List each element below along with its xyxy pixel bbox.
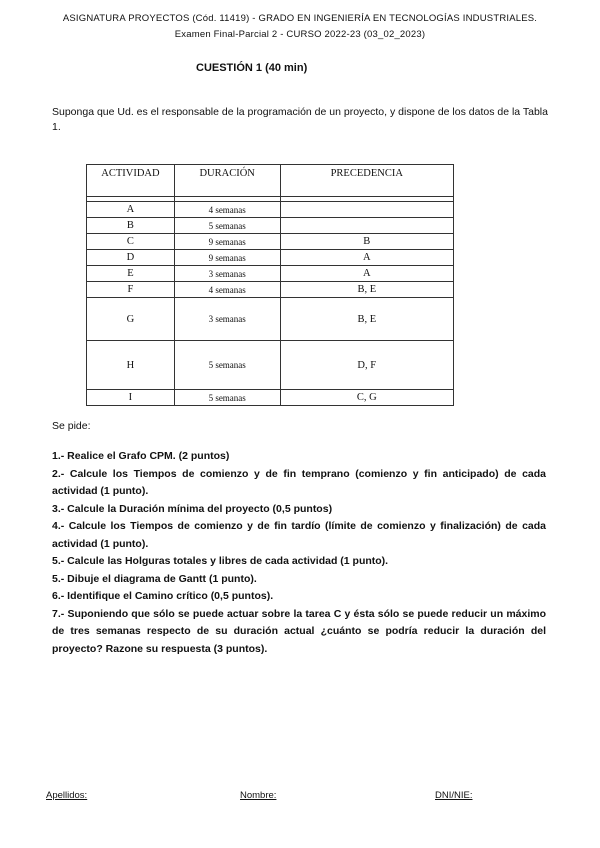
cell-duration: 5 semanas [174, 390, 280, 406]
cell-duration: 9 semanas [174, 250, 280, 266]
table-header-row [87, 165, 454, 197]
table-row [87, 298, 454, 341]
apellidos-field-label: Apellidos: [46, 790, 88, 801]
cell-duration: 4 semanas [174, 202, 280, 218]
header-duracion: DURACIÓN [174, 165, 280, 197]
cell-duration: 9 semanas [174, 234, 280, 250]
cell-activity: H [87, 341, 175, 390]
table-row [87, 218, 454, 234]
cell-duration: 5 semanas [174, 218, 280, 234]
task-item: 3.- Calcule la Duración mínima del proyecto (0,5 puntos) [52, 502, 333, 515]
cell-activity: A [87, 202, 175, 218]
cell-activity: E [87, 266, 175, 282]
nombre-field-label: Nombre: [240, 790, 277, 801]
table-row [87, 282, 454, 298]
cell-precedence: B, E [280, 282, 453, 298]
dni-field-label: DNI/NIE: [435, 790, 473, 801]
table-row [87, 390, 454, 406]
header-line-1: ASIGNATURA PROYECTOS (Cód. 11419) - GRADO EN INGENIERÍA EN TECNOLOGÍAS INDUSTRIALES. [62, 13, 538, 24]
cell-precedence: A [280, 250, 453, 266]
cell-precedence: B [280, 234, 453, 250]
intro-paragraph: Suponga que Ud. es el responsable de la programación de un proyecto, y dispone de los datos de la Tabla 1. [52, 106, 548, 133]
cell-duration: 4 semanas [174, 282, 280, 298]
cell-activity: F [87, 282, 175, 298]
table-row [87, 266, 454, 282]
header-line-2: Examen Final-Parcial 2 - CURSO 2022-23 (03_02_2023) [174, 29, 426, 40]
se-pide-label: Se pide: [52, 420, 91, 432]
header-actividad: ACTIVIDAD [87, 165, 175, 197]
cell-precedence: C, G [280, 390, 453, 406]
question-title: CUESTIÓN 1 (40 min) [196, 62, 308, 74]
task-item: 4.- Calcule los Tiempos de comienzo y de fin tardío (límite de comienzo y finalización) de cada actividad (1 punto). [52, 520, 546, 550]
task-list [52, 448, 546, 658]
task-item: 7.- Suponiendo que sólo se puede actuar sobre la tarea C y ésta sólo se puede reducir un máximo de tres semanas respecto de su duración actual ¿cuánto se podría reducir la duración del proyecto? Razone su respuesta (3 puntos). [52, 607, 546, 655]
cell-precedence [280, 202, 453, 218]
task-item: 5.- Calcule las Holguras totales y libres de cada actividad (1 punto). [52, 555, 389, 567]
cell-activity: D [87, 250, 175, 266]
task-item: 1.- Realice el Grafo CPM. (2 puntos) [52, 450, 230, 462]
activity-table [86, 164, 454, 406]
header-precedencia: PRECEDENCIA [280, 165, 453, 197]
cell-precedence [280, 218, 453, 234]
cell-precedence: A [280, 266, 453, 282]
cell-activity: I [87, 390, 175, 406]
task-item: 5.- Dibuje el diagrama de Gantt (1 punto). [52, 572, 257, 585]
cell-precedence: B, E [280, 298, 453, 341]
cell-duration: 5 semanas [174, 341, 280, 390]
cell-duration: 3 semanas [174, 266, 280, 282]
table-row [87, 341, 454, 390]
cell-activity: C [87, 234, 175, 250]
task-item: 6.- Identifique el Camino crítico (0,5 puntos). [52, 590, 274, 602]
cell-activity: G [87, 298, 175, 341]
cell-activity: B [87, 218, 175, 234]
table-row [87, 250, 454, 266]
task-item: 2.- Calcule los Tiempos de comienzo y de fin temprano (comienzo y fin anticipado) de cada actividad (1 punto). [52, 467, 546, 497]
table-row [87, 234, 454, 250]
table-row [87, 202, 454, 218]
cell-duration: 3 semanas [174, 298, 280, 341]
cell-precedence: D, F [280, 341, 453, 390]
